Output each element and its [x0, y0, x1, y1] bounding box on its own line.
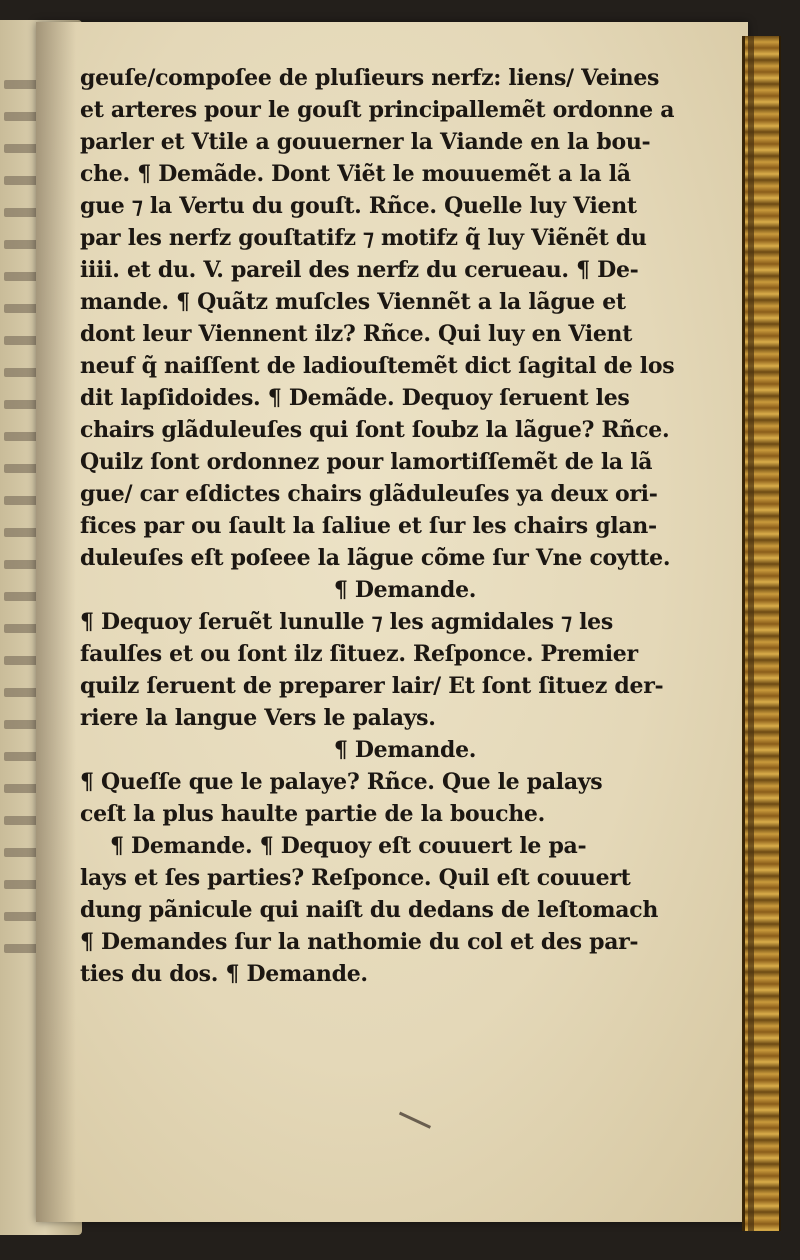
text-line: riere la langue Vers le palays.	[80, 705, 436, 731]
gutter-shadow	[36, 22, 76, 1222]
text-line: et arteres pour le gouſt principallemẽt ordonne a	[80, 97, 675, 123]
text-line: ceſt la plus haulte partie de la bouche.	[80, 801, 545, 827]
text-line: quilz ſeruent de preparer lair/ Et ſont ſituez der-	[80, 673, 664, 699]
text-line: gue ⁊ la Vertu du gouſt. Rñce. Quelle luy Vient	[80, 193, 637, 219]
text-line: geuſe/compoſee de pluſieurs nerfz: liens/ Veines	[80, 65, 660, 91]
text-line: ¶ Demande. ¶ Dequoy eſt couuert le pa-	[110, 833, 587, 859]
text-line: lays et ſes parties? Reſponce. Quil eſt couuert	[80, 865, 631, 891]
text-line: ¶ Queſſe que le palaye? Rñce. Que le palays	[80, 769, 603, 795]
edge-shadow	[748, 36, 754, 1231]
text-line: dit lapſidoides. ¶ Demãde. Dequoy ſeruent les	[80, 385, 630, 411]
text-block	[80, 62, 730, 990]
text-line: chairs glãduleuſes qui ſont ſoubz la lãgue? Rñce.	[80, 417, 670, 443]
text-line: che. ¶ Demãde. Dont Viẽt le mouuemẽt a la lã	[80, 161, 631, 187]
section-heading: ¶ Demande.	[333, 737, 477, 763]
section-heading: ¶ Demande.	[333, 577, 477, 603]
text-line: ties du dos. ¶ Demande.	[80, 961, 368, 987]
text-line: mande. ¶ Quãtz muſcles Viennẽt a la lãgue et	[80, 289, 626, 315]
text-line: iiii. et du. V. pareil des nerfz du cerueau. ¶ De-	[80, 257, 639, 283]
text-line: Quilz ſont ordonnez pour lamortiſſemẽt de la lã	[80, 449, 653, 475]
text-line: parler et Vtile a gouuerner la Viande en la bou-	[80, 129, 651, 155]
text-line: ¶ Demandes ſur la nathomie du col et des par-	[80, 929, 639, 955]
text-line: neuf q̃ naiſſent de ladiouſtemẽt dict ſagital de los	[80, 353, 675, 379]
text-line: faulſes et ou ſont ilz ſituez. Reſponce. Premier	[80, 641, 638, 667]
text-line: gue/ car eſdictes chairs glãduleuſes ya deux ori-	[80, 481, 658, 507]
text-line: fices par ou ſault la ſaliue et ſur les chairs glan-	[80, 513, 657, 539]
text-line: dung pãnicule qui naiſt du dedans de leſtomach	[80, 897, 659, 923]
text-line: dont leur Viennent ilz? Rñce. Qui luy en Vient	[80, 321, 633, 347]
text-line: duleuſes eſt poſeee la lãgue cõme ſur Vne coytte.	[80, 545, 671, 571]
text-line: ¶ Dequoy ſeruẽt lunulle ⁊ les agmidales ⁊ les	[80, 609, 613, 635]
text-line: par les nerfz gouſtatifz ⁊ motifz q̃ luy Viẽnẽt du	[80, 225, 647, 251]
